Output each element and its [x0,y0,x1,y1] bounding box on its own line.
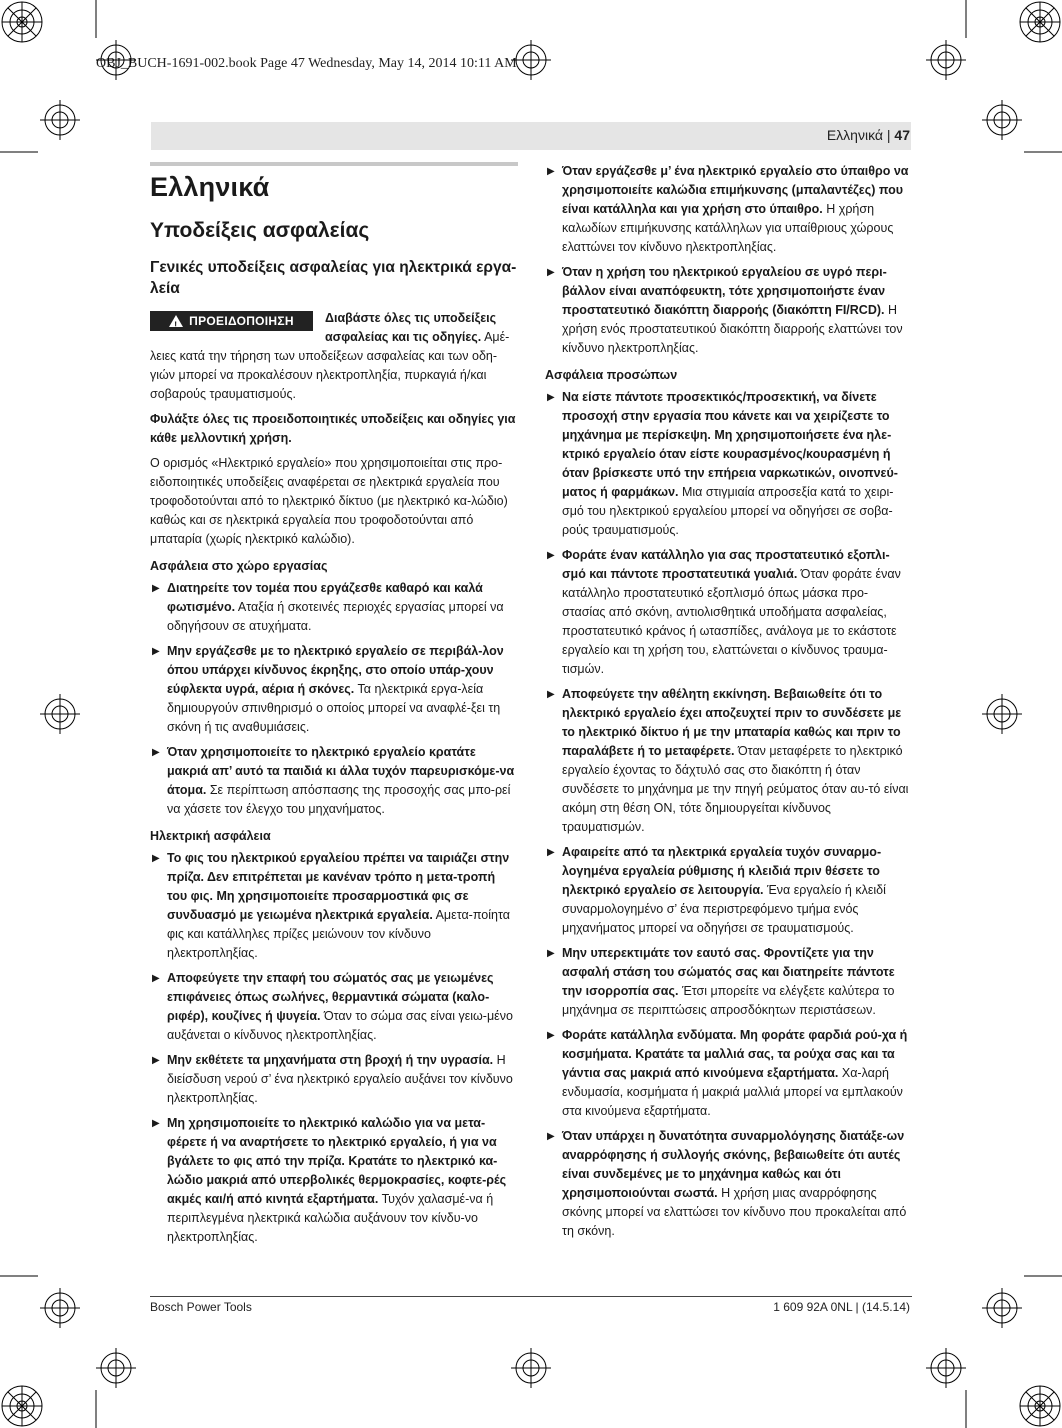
bullet-arrow-icon: ▶ [152,973,160,984]
item-bold: Το φις του ηλεκτρικού εργαλείου πρέπει να ταιριάζει στην πρίζα. Δεν επιτρέπεται με κανέναν τρόπο η μετα-τροπή του φις. Μη χρησιμοποιείτε προσαρμοστικά φις σε συνδυασμό με γειωμένα ηλεκτρικά εργαλεία. [167,851,510,922]
subsection-title: Γενικές υποδείξεις ασφαλείας για ηλεκτρικά εργα-λεία [150,259,517,297]
warning-bold: Διαβάστε όλες τις υποδείξεις ασφαλείας και τις οδηγίες. [325,311,497,344]
registration-mark-icon [926,1348,966,1388]
item-text: Σε περίπτωση απόσπασης της προσοχής σας μπο-ρεί να χάσετε τον έλεγχο του μηχανήματος. [167,783,511,816]
item-text: Η χρήση ενός προστατευτικού διακόπτη διαρροής ελαττώνει τον κίνδυνο ηλεκτροπληξίας. [562,303,903,355]
page-number: 47 [894,127,910,143]
registration-mark-icon [96,1348,136,1388]
personal-heading: Ασφάλεια προσώπων [545,368,678,382]
definition-paragraph: Ο ορισμός «Ηλεκτρικό εργαλείο» που χρησιμοποιείται στις προ-ειδοποιητικές υποδείξεις αναφέρεται σε ηλεκτρικά εργαλεία που τροφοδοτούνται από το ηλεκτρικό δίκτυο (με ηλεκτρικό κα-λώδιο) καθώς και σε ηλεκτρικά εργαλεία που τροφοδοτούνται από μπαταρία (χωρίς ηλεκτρικό καλώδιο). [150,456,508,546]
bullet-arrow-icon: ▶ [547,166,555,177]
registration-mark-icon [926,40,966,80]
registration-mark-icon [982,100,1022,140]
item-text: Όταν μεταφέρετε το ηλεκτρικό εργαλείο έχοντας το δάχτυλό σας στο διακόπτη ή όταν συνδέσετε το μηχάνημα με την πηγή ρεύματος όταν αυ-τό είναι ακόμη στη θέση ON, τότε δημιουργείται κίνδυνος τραυματισμών. [562,744,909,834]
item-bold: Αφαιρείτε από τα ηλεκτρικά εργαλεία τυχόν συναρμο-λογημένα εργαλεία ρύθμισης ή κλειδιά πριν θέσετε το ηλεκτρικό εργαλείο σε λειτουργία. [562,845,882,897]
warning-badge [150,311,313,331]
color-target-icon [1020,1386,1060,1426]
keep-instructions [150,410,518,448]
registration-mark-icon [40,1288,80,1328]
item-bold: Μην εργάζεσθε με το ηλεκτρικό εργαλείο σε περιβάλ-λον όπου υπάρχει κίνδυνος έκρηξης, στο οποίο υπάρ-χουν εύφλεκτα υγρά, αέρια ή σκόνες. [167,644,504,696]
bullet-arrow-icon: ▶ [547,550,555,561]
section-title: Υποδείξεις ασφαλείας [150,219,370,242]
bullet-arrow-icon: ▶ [152,646,160,657]
list-item [150,642,518,737]
list-item [150,1114,518,1247]
print-header: OBJ_BUCH-1691-002.book Page 47 Wednesday, May 14, 2014 10:11 AM [96,56,517,71]
footer-rule [150,1296,912,1297]
registration-mark-icon [40,694,80,734]
color-target-icon [2,1386,42,1426]
item-text: Η διείσδυση νερού σ’ ένα ηλεκτρικό εργαλείο αυξάνει τον κίνδυνο ηλεκτροπληξίας. [167,1053,513,1105]
registration-mark-icon [511,40,551,80]
bullet-arrow-icon: ▶ [547,948,555,959]
item-bold: Διατηρείτε τον τομέα που εργάζεσθε καθαρό και καλά φωτισμένο. [167,581,483,614]
item-text: Η χρήση καλωδίων επιμήκυνσης κατάλληλων για υπαίθριους χώρους ελαττώνει τον κίνδυνο ηλεκτροπληξίας. [562,202,894,254]
list-item [545,944,911,1020]
header-band [151,122,911,150]
item-text: Μια στιγμιαία απροσεξία κατά το χειρι-σμό του ηλεκτρικού εργαλείου μπορεί να οδηγήσει σε σοβα-ρούς τραυματισμούς. [562,485,894,537]
left-column [150,162,518,1253]
item-text: Αμετα-ποίητα φις και κατάλληλες πρίζες μειώνουν τον κίνδυνο ηλεκτροπληξίας. [167,908,510,960]
color-target-icon [2,2,42,42]
list-item [545,546,911,679]
item-bold: Φοράτε έναν κατάλληλο για σας προστατευτικό εξοπλι-σμό και πάντοτε προστατευτικά γυαλιά. [562,548,890,581]
registration-mark-icon [40,100,80,140]
warning-triangle-icon [169,315,183,327]
item-bold: Όταν υπάρχει η δυνατότητα συναρμολόγησης διατάξε-ων αναρρόφησης ή συλλογής σκόνης, βεβαιωθείτε ότι αυτές είναι συνδεμένες με το μηχάνημα καθώς και ότι χρησιμοποιούνται σωστά. [562,1129,905,1200]
warning-badge-label: ΠΡΟΕΙΔΟΠΟΙΗΣΗ [189,313,294,328]
registration-mark-icon [511,1348,551,1388]
item-text: Τα ηλεκτρικά εργα-λεία δημιουργούν σπινθηρισμό ο οποίος μπορεί να αναφλέ-ξει τη σκόνη ή τις αναθυμιάσεις. [167,682,501,734]
bullet-arrow-icon: ▶ [152,1118,160,1129]
personal-list [545,388,911,1241]
item-bold: Μη χρησιμοποιείτε το ηλεκτρικό καλώδιο για να μετα-φέρετε ή να αναρτήσετε το ηλεκτρικό εργαλείο, ή για να βγάλετε το φις από την πρίζα. Κρατάτε το ηλεκτρικό κα-λώδιο μακριά από υπερβολικές θερμοκρασίες, κοφτε-ρές ακμές και/ή από κινητά εξαρτήματα. [167,1116,507,1206]
bullet-arrow-icon: ▶ [547,392,555,403]
item-text: Ένα εργαλείο ή κλειδί συναρμολογημένο σ’ ένα περιστρεφόμενο τμήμα ενός μηχανήματος μπορεί να οδηγήσει σε τραυματισμούς. [562,883,886,935]
work-area-heading: Ασφάλεια στο χώρο εργασίας [150,559,328,573]
item-bold: Όταν εργάζεσθε μ’ ένα ηλεκτρικό εργαλείο στο ύπαιθρο να χρησιμοποιείτε καλώδια επιμήκυνσης (μπαλαντέζες) που είναι κατάλληλα και για χρήση στο ύπαιθρο. [562,164,909,216]
item-text: Έτσι μπορείτε να ελέγξετε καλύτερα το μηχάνημα σε περιπτώσεις απροσδόκητων περιστάσεων. [562,984,895,1017]
list-item [150,743,518,819]
list-item [545,1026,911,1121]
item-bold: Αποφεύγετε την επαφή του σώματός σας με γειωμένες επιφάνειες όπως σωλήνες, θερμαντικά σώματα (καλο-ριφέρ), κουζίνες ή ψυγεία. [167,971,494,1023]
item-bold: Όταν η χρήση του ηλεκτρικού εργαλείου σε υγρό περι-βάλλον είναι αναπόφευκτη, τότε χρησιμοποιήστε έναν προστατευτικό διακόπτη διαρροής (διακόπτη FI/RCD). [562,265,887,317]
item-text: Όταν το σώμα σας είναι γειω-μένο αυξάνεται ο κίνδυνος ηλεκτροπληξίας. [167,1009,513,1042]
title-rule [150,162,518,166]
outdoor-list [545,162,911,358]
list-item [545,843,911,938]
list-item [150,849,518,963]
page-title: Ελληνικά [150,172,270,202]
electrical-list [150,849,518,1247]
bullet-arrow-icon: ▶ [547,267,555,278]
keep-bold: Φυλάξτε όλες τις προειδοποιητικές υποδείξεις και οδηγίες για κάθε μελλοντική χρήση. [150,412,516,445]
item-bold: Φοράτε κατάλληλα ενδύματα. Μη φοράτε φαρδιά ρού-χα ή κοσμήματα. Κρατάτε τα μαλλιά σας, τα ρούχα σας και τα γάντια σας μακριά από κινούμενα εξαρτήματα. [562,1028,908,1080]
bullet-arrow-icon: ▶ [547,847,555,858]
page-label [827,127,910,143]
item-text: Αταξία ή σκοτεινές περιοχές εργασίας μπορεί να οδηγήσουν σε ατυχήματα. [167,600,504,633]
electrical-heading: Ηλεκτρική ασφάλεια [150,829,271,843]
list-item [150,969,518,1045]
item-bold: Να είστε πάντοτε προσεκτικός/προσεκτική, να δίνετε προσοχή στην εργασία που κάνετε και να χειρίζεστε το μηχάνημα με περίσκεψη. Μη χρησιμοποιήσετε ένα ηλε-κτρικό εργαλείο όταν είστε κουρασμένος/κουρασμένη ή όταν βρίσκεστε υπό την επήρεια ναρκωτικών, οινοπνεύ-ματος ή φαρμάκων. [562,390,898,499]
item-text: Η χρήση μιας αναρρόφησης σκόνης μπορεί να ελαττώσει τον κίνδυνο που προκαλείται από τη σκόνη. [562,1186,907,1238]
list-item [545,1127,911,1241]
bullet-arrow-icon: ▶ [547,1131,555,1142]
page-language: Ελληνικά [826,127,883,143]
footer-doc-id: 1 609 92A 0NL | (14.5.14) [773,1300,910,1314]
list-item [545,388,911,540]
list-item [150,1051,518,1108]
item-text: Τυχόν χαλασμέ-να ή περιπλεγμένα ηλεκτρικά καλώδια αυξάνουν τον κίνδυ-νο ηλεκτροπληξίας. [167,1192,494,1244]
bullet-arrow-icon: ▶ [152,747,160,758]
warning-paragraph [150,309,518,404]
work-area-list [150,579,518,819]
list-item [545,263,911,358]
item-text: Όταν φοράτε έναν κατάλληλο προστατευτικό εξοπλισμό όπως μάσκα προ-στασίας από σκόνη, αντιολισθητικά υποδήματα ασφαλείας, προστατευτικό κράνος ή ωτασπίδες, ανάλογα με το εκάστοτε εργαλείο και τη χρήση του, ελαττώνεται ο κίνδυνος τραυμα-τισμών. [562,567,901,676]
bullet-arrow-icon: ▶ [547,1030,555,1041]
page-separator: | [883,127,895,143]
item-text: Χα-λαρή ενδυμασία, κοσμήματα ή μακριά μαλλιά μπορεί να εμπλακούν στα κινούμενα εξαρτήματα. [562,1066,903,1118]
list-item [545,162,911,257]
item-bold: Μην υπερεκτιμάτε τον εαυτό σας. Φροντίζετε για την ασφαλή στάση του σώματός σας και διατηρείτε πάντοτε την ισορροπία σας. [562,946,895,998]
bullet-arrow-icon: ▶ [152,853,160,864]
item-bold: Μην εκθέτετε τα μηχανήματα στη βροχή ή την υγρασία. [167,1053,494,1067]
item-bold: Αποφεύγετε την αθέλητη εκκίνηση. Βεβαιωθείτε ότι το ηλεκτρικό εργαλείο έχει αποζευχτεί πριν το συνδέσετε με το ηλεκτρικό δίκτυο ή με την μπαταρία καθώς και πριν το παραλάβετε ή το μεταφέρετε. [562,687,902,758]
list-item [545,685,911,837]
right-column [545,162,911,1247]
footer-brand: Bosch Power Tools [150,1300,252,1314]
registration-mark-icon [982,1288,1022,1328]
list-item [150,579,518,636]
bullet-arrow-icon: ▶ [547,689,555,700]
registration-mark-icon [982,694,1022,734]
warning-text: Αμέ-λειες κατά την τήρηση των υποδείξεων ασφαλείας και των οδη-γιών μπορεί να προκαλέσουν ηλεκτροπληξία, πυρκαγιά ή/και σοβαρούς τραυματισμούς. [150,330,510,401]
item-bold: Όταν χρησιμοποιείτε το ηλεκτρικό εργαλείο κρατάτε μακριά απ’ αυτό τα παιδιά κι άλλα τυχόν παρευρισκόμε-να άτομα. [167,745,515,797]
bullet-arrow-icon: ▶ [152,583,160,594]
registration-mark-icon [96,40,136,80]
bullet-arrow-icon: ▶ [152,1055,160,1066]
color-target-icon [1020,2,1060,42]
